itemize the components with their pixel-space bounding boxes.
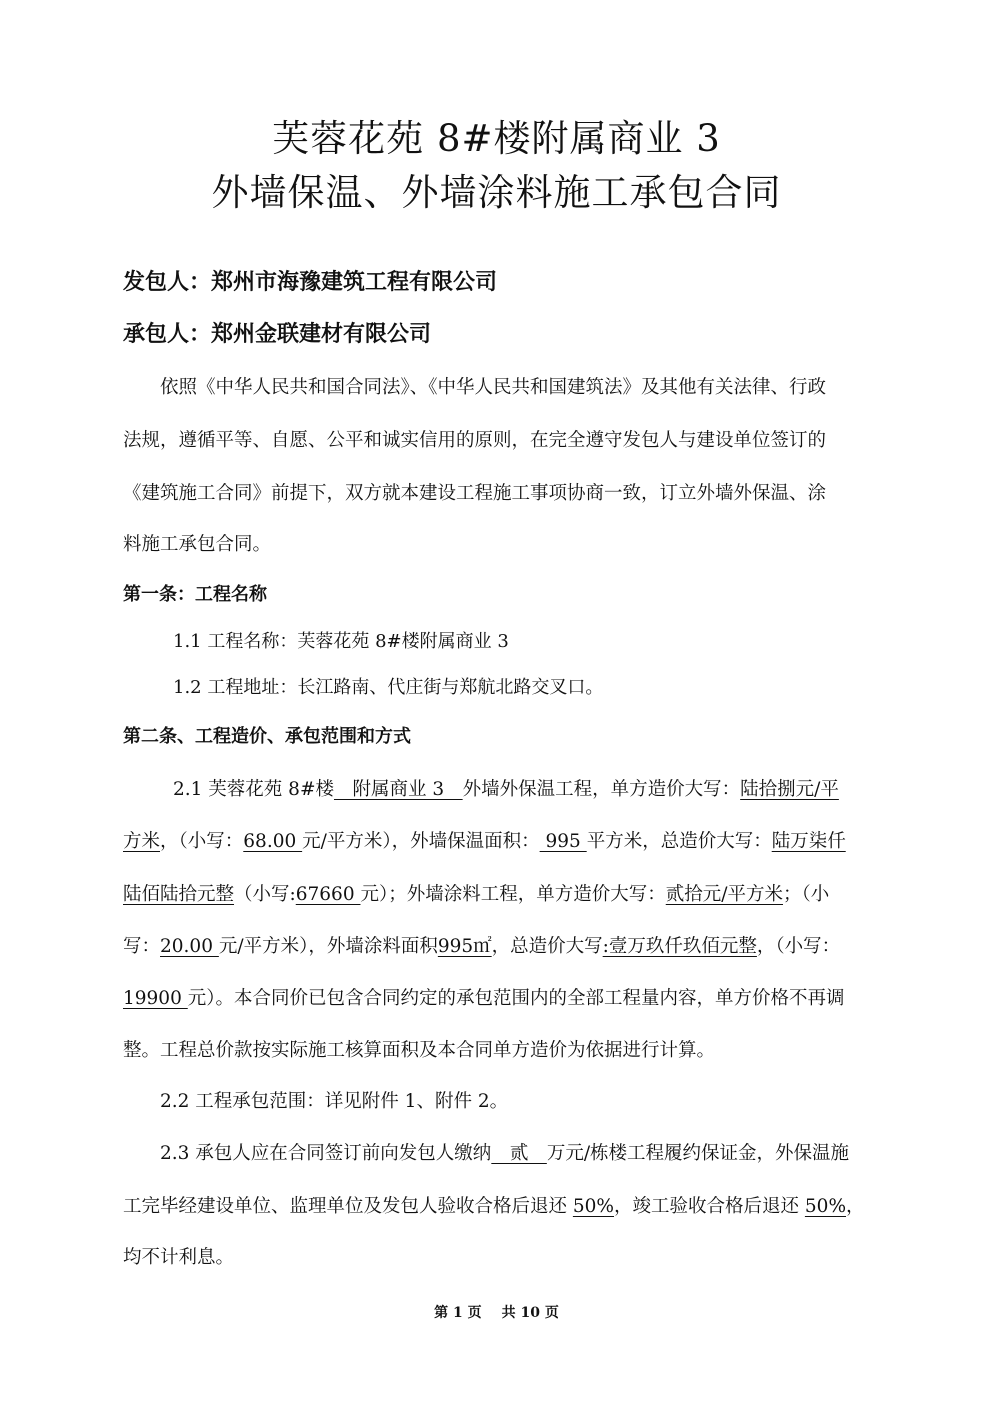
page-total: 共 10 页 <box>501 1305 559 1321</box>
clause-2-1-line-6: 整。工程总价款按实际施工核算面积及本合同单方造价为依据进行计算。 <box>123 1040 716 1061</box>
clause-text: 元）；外墙涂料工程，单方造价大写： <box>360 884 666 905</box>
insulation-unit-price-words-end: 方米 <box>123 831 161 852</box>
clause-text: 2.3 承包人应在合同签订前向发包人缴纳 <box>160 1143 492 1164</box>
clause-text: 元/平方米），外墙涂料面积 <box>218 936 438 957</box>
intro-line-2: 法规，遵循平等、自愿、公平和诚实信用的原则，在完全遵守发包人与建设单位签订的 <box>123 430 827 451</box>
article2-heading: 第二条、工程造价、承包范围和方式 <box>123 726 411 747</box>
intro-line-1: 依照《中华人民共和国合同法》、《中华人民共和国建筑法》及其他有关法律、行政 <box>160 377 827 398</box>
insulation-total-value: 67660 <box>295 884 361 905</box>
refund-percent-2: 50% <box>804 1196 847 1217</box>
clause-text: ，竣工验收合格后退还 <box>614 1196 805 1217</box>
clause-text: 元/平方米），外墙保温面积： <box>302 831 540 852</box>
insulation-unit-price-words: 陆拾捌元/平 <box>740 779 839 800</box>
insulation-area-value: 995 <box>539 831 587 852</box>
clause-2-2: 2.2 工程承包范围：详见附件 1、附件 2。 <box>160 1091 509 1112</box>
article1-item2: 1.2 工程地址：长江路南、代庄街与郑航北路交叉口。 <box>173 677 604 698</box>
contract-title-line2: 外墙保温、外墙涂料施工承包合同 <box>211 171 782 214</box>
coating-unit-price-value: 20.00 <box>160 936 219 957</box>
clause-text: 平方米，总造价大写： <box>586 831 772 852</box>
clause-text: ，（小写： <box>756 936 841 957</box>
intro-line-4: 料施工承包合同。 <box>123 534 272 555</box>
clause-text: ， <box>846 1196 865 1217</box>
article1-item1: 1.1 工程名称：芙蓉花苑 8#楼附属商业 3 <box>173 631 509 652</box>
contract-title-line1: 芙蓉花苑 8#楼附属商业 3 <box>272 117 721 160</box>
clause-text: （小写: <box>234 884 296 905</box>
coating-total-value: 19900 <box>123 988 188 1009</box>
clause-2-1-line-2 <box>123 827 846 853</box>
clause-text: 外墙外保温工程，单方造价大写： <box>462 779 741 800</box>
employer-party: 发包人：郑州市海豫建筑工程有限公司 <box>123 269 498 295</box>
clause-2-1-line-5 <box>123 984 845 1010</box>
insulation-total-words: 陆万柒仟 <box>771 831 846 852</box>
insulation-unit-price-value: 68.00 <box>243 831 303 852</box>
clause-text: 工完毕经建设单位、监理单位及发包人验收合格后退还 <box>123 1196 573 1217</box>
clause-2-3-line-2 <box>123 1192 865 1218</box>
contractor-party: 承包人：郑州金联建材有限公司 <box>123 321 432 347</box>
intro-line-3: 《建筑施工合同》前提下，双方就本建设工程施工事项协商一致，订立外墙外保温、涂 <box>123 483 827 504</box>
insulation-total-words-end: 陆佰陆拾元整 <box>123 884 235 905</box>
article1-heading: 第一条：工程名称 <box>123 584 267 605</box>
clause-text: ，总造价大写 <box>491 936 603 957</box>
clause-text: 万元/栋楼工程履约保证金，外保温施 <box>546 1143 850 1164</box>
clause-2-1-line-3 <box>123 880 829 906</box>
clause-text: ；（小 <box>782 884 830 905</box>
performance-bond-amount: 贰 <box>491 1143 547 1164</box>
clause-2-3-line-1 <box>160 1139 849 1165</box>
clause-text: 2.1 芙蓉花苑 8#楼 <box>173 779 334 800</box>
coating-unit-price-words: 贰拾元/平方米 <box>665 884 783 905</box>
building-name-value: 附属商业 3 <box>333 779 463 800</box>
coating-total-words: :壹万玖仟玖佰元整 <box>602 936 757 957</box>
clause-text: 写： <box>123 936 161 957</box>
coating-area-value: 995㎡ <box>437 936 492 957</box>
page-number: 第 1 页 <box>434 1305 482 1321</box>
clause-2-3-line-3: 均不计利息。 <box>123 1247 235 1268</box>
clause-text: 元）。本合同价已包含合同约定的承包范围内的全部工程量内容，单方价格不再调 <box>187 988 845 1009</box>
page-footer <box>0 1302 993 1322</box>
clause-text: ，（小写： <box>160 831 244 852</box>
clause-2-1-line-4 <box>123 932 840 958</box>
refund-percent-1: 50% <box>572 1196 615 1217</box>
clause-2-1-line-1 <box>173 775 839 801</box>
